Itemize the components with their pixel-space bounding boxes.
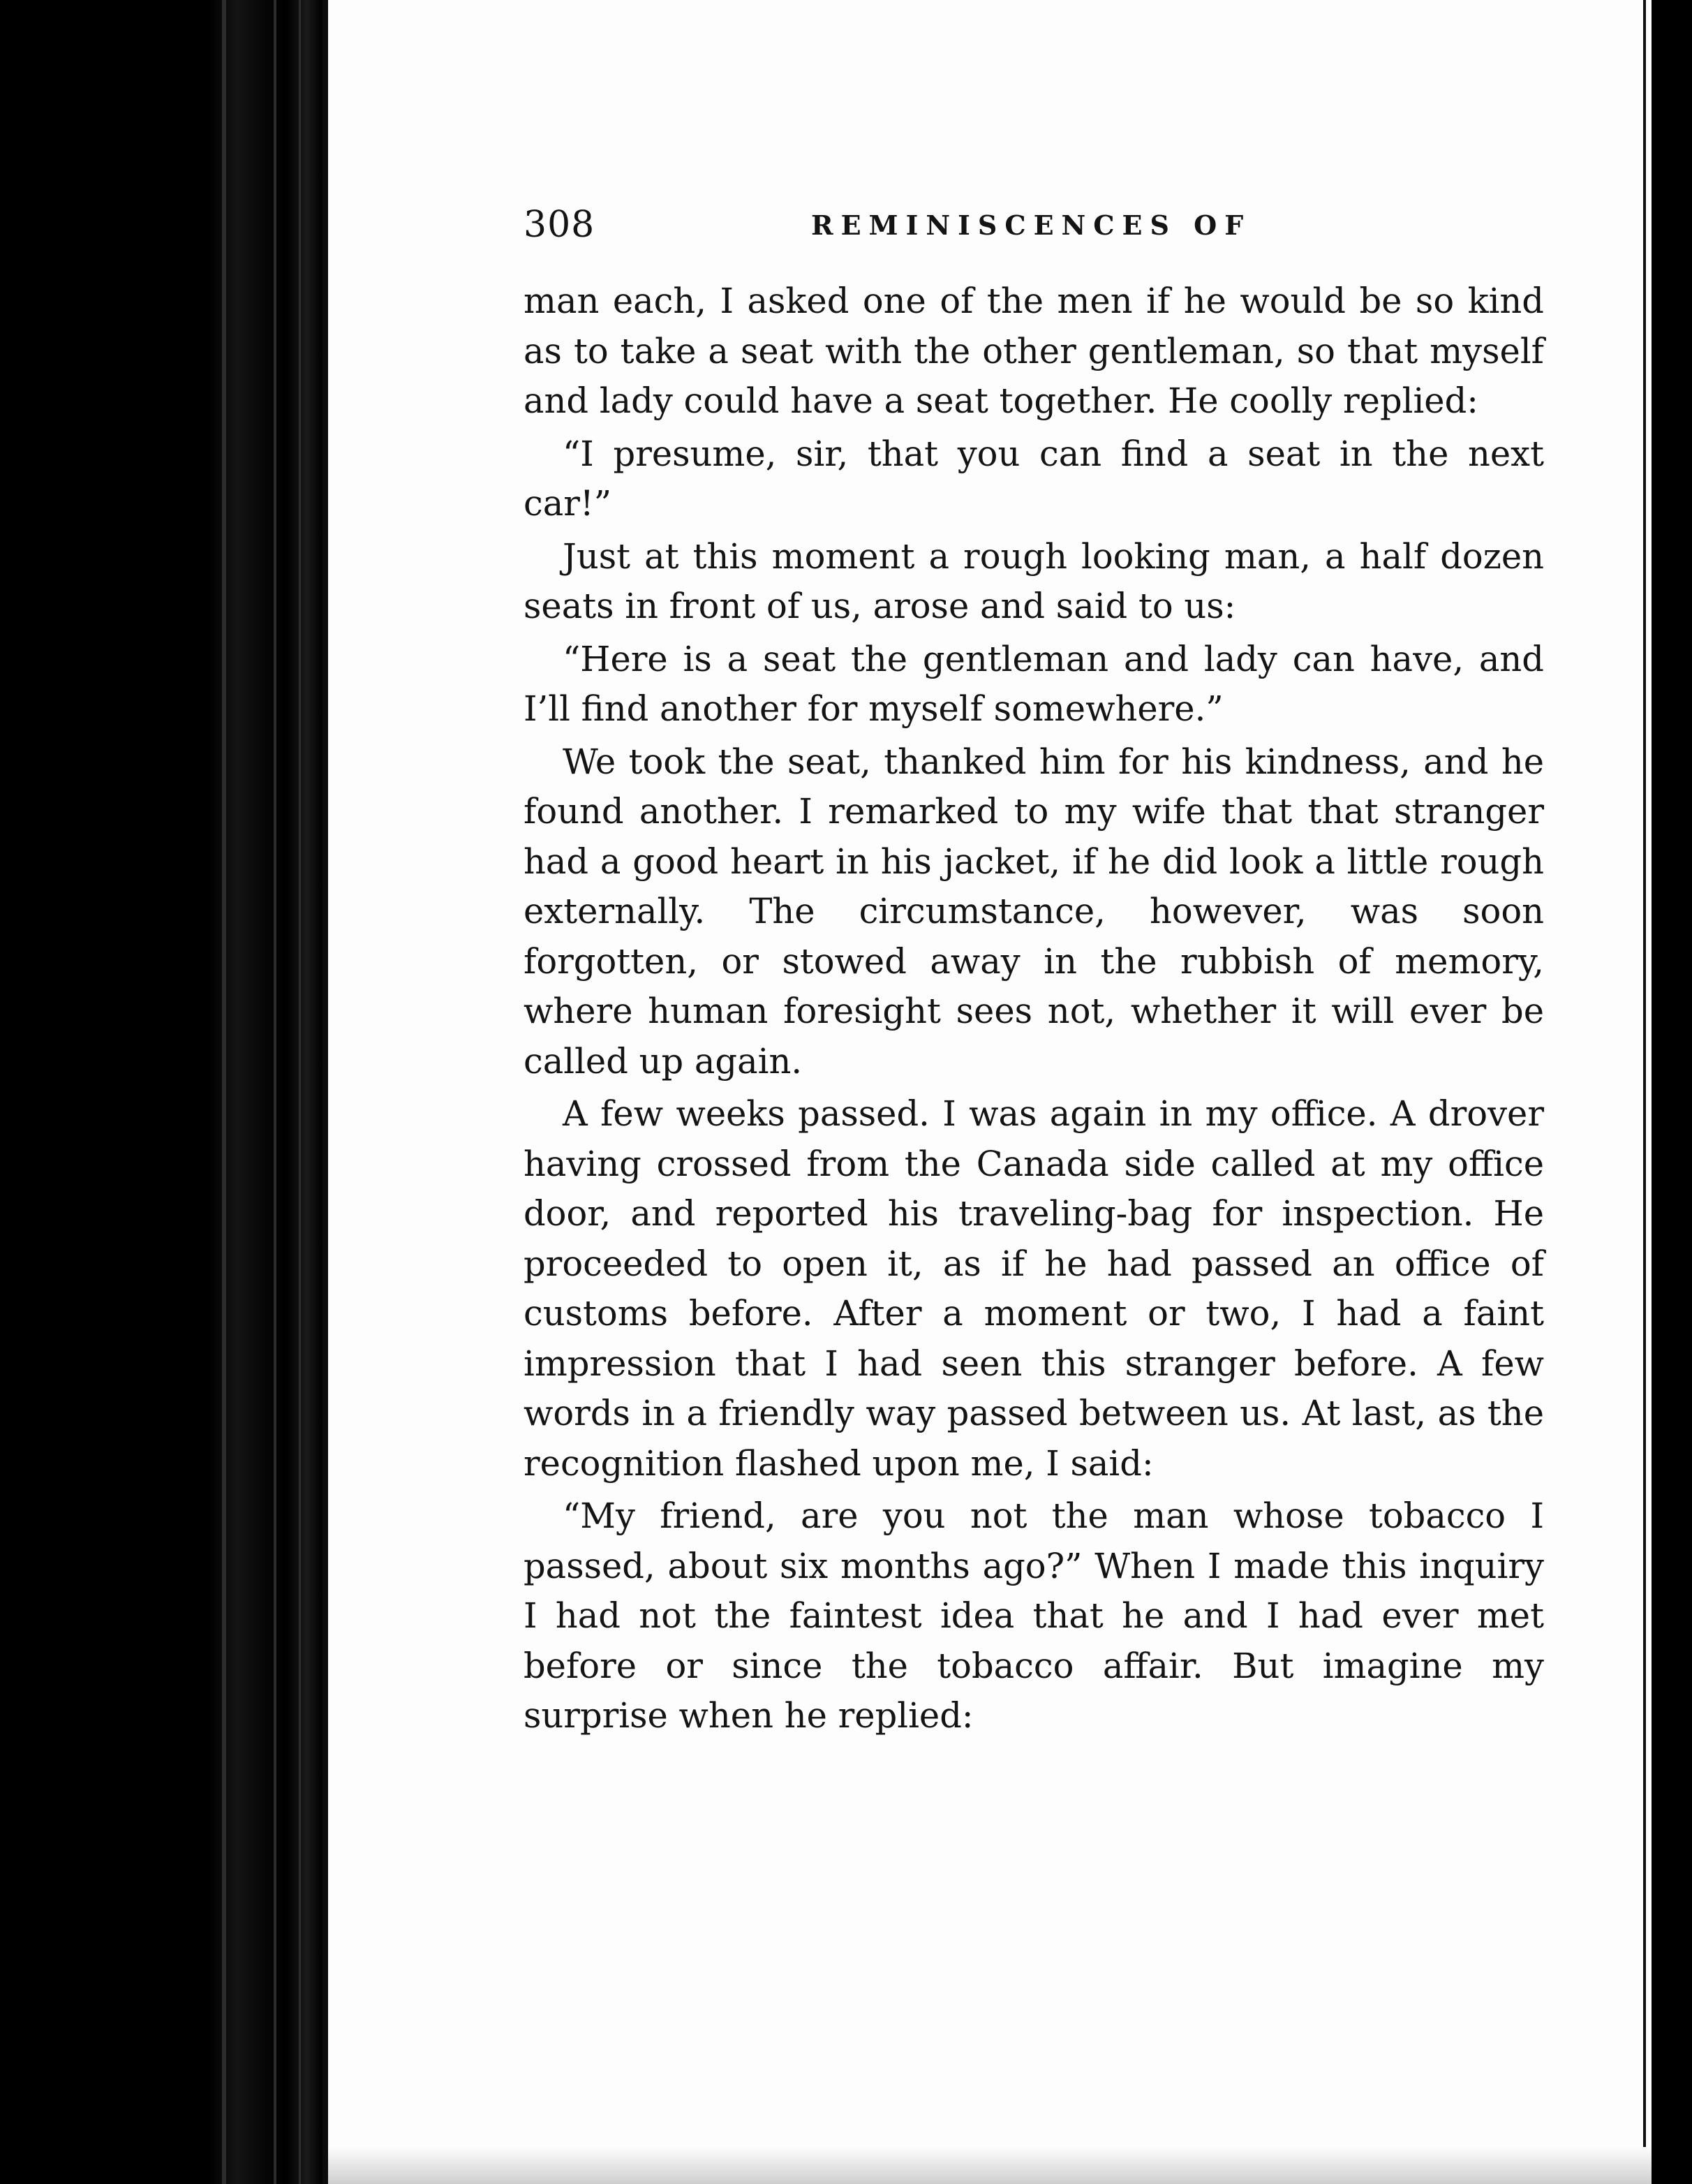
body-text [524, 276, 1544, 1741]
paragraph: Just at this moment a rough looking man, a half dozen seats in front of us, arose and said to us: [524, 536, 1544, 626]
page-number: 308 [524, 204, 595, 246]
paragraph: “I presume, sir, that you can find a seat in the next car!” [524, 433, 1544, 524]
paragraph: We took the seat, thanked him for his kindness, and he found another. I remarked to my wife that that stranger had a good heart in his jacket, if he did look a little rough externally. The circumstance, however, was soon forgotten, or stowed away in the rubbish of memory, where human foresight sees not, whether it will ever be called up again. [524, 741, 1544, 1082]
paragraph: “My friend, are you not the man whose tobacco I passed, about six months ago?” When I made this inquiry I had not the faintest idea that he and I had ever met before or since the tobacco affair. But imagine my surprise when he replied: [524, 1496, 1544, 1736]
binding-stripe [299, 0, 301, 2184]
running-head-title: REMINISCENCES OF [811, 209, 1252, 241]
page-content [524, 204, 1544, 1744]
page-bottom-shadow [328, 2147, 1652, 2184]
paragraph: A few weeks passed. I was again in my office. A drover having crossed from the Canada side called at my office door, and reported his traveling-bag for inspection. He proceeded to open it, as if he had passed an office of customs before. After a moment or two, I had a faint impression that I had seen this stranger before. A few words in a friendly way passed between us. At last, as the recognition flashed upon me, I said: [524, 1093, 1544, 1484]
binding-stripe [274, 0, 276, 2184]
running-head [524, 204, 1544, 251]
paragraph: man each, I asked one of the men if he would be so kind as to take a seat with the other gentleman, so that myself and lady could have a seat together. He coolly replied: [524, 281, 1544, 421]
page-left-border [322, 0, 328, 2184]
paragraph: “Here is a seat the gentleman and lady can have, and I’ll find another for myself somewhere.” [524, 638, 1544, 729]
binding-stripe [222, 0, 226, 2184]
book-gutter-right [1652, 0, 1692, 2184]
page-right-border [1643, 0, 1646, 2184]
